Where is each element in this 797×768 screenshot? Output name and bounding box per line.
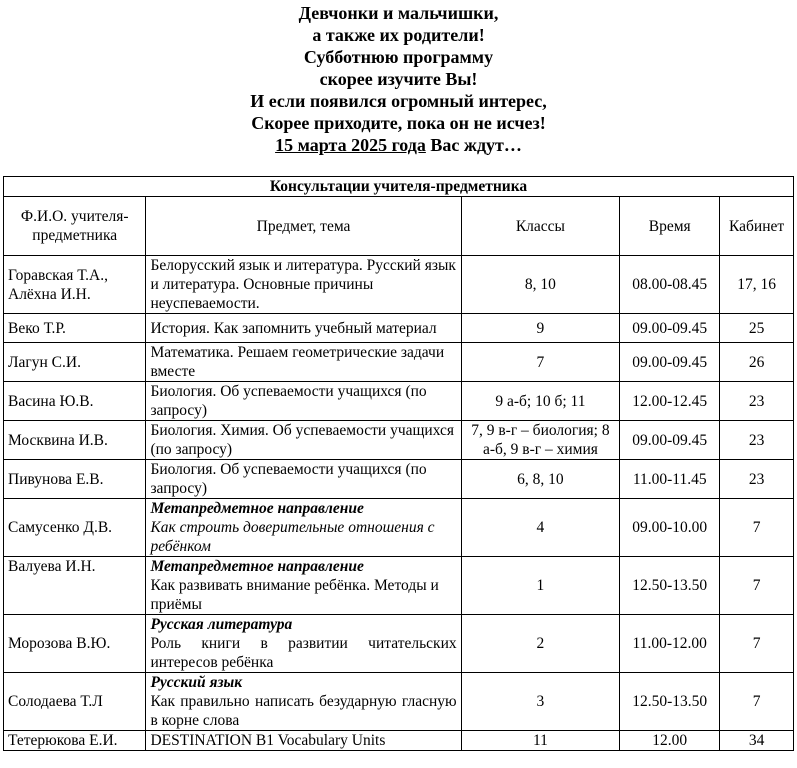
topic-text: DESTINATION B1 Vocabulary Units xyxy=(150,732,386,749)
subject-topic xyxy=(146,615,461,673)
direction-label: Метапредметное направление xyxy=(150,558,364,575)
subject-topic xyxy=(146,382,461,421)
subject-topic xyxy=(146,314,461,343)
time-cell: 11.00-12.00 xyxy=(620,615,720,673)
date-suffix: Вас ждут… xyxy=(425,135,522,155)
table-caption: Консультации учителя-предметника xyxy=(4,177,794,197)
teacher-name: Пивунова Е.В. xyxy=(4,460,146,499)
room-cell: 23 xyxy=(720,421,794,460)
topic-text: Роль книги в развитии читательских интересов ребёнка xyxy=(150,635,457,671)
direction-label: Русский язык xyxy=(150,674,243,691)
subject-topic xyxy=(146,460,461,499)
direction-label: Русская литература xyxy=(150,616,293,633)
room-cell: 7 xyxy=(720,615,794,673)
room-cell: 26 xyxy=(720,343,794,382)
subject-topic xyxy=(146,499,461,557)
time-cell: 12.50-13.50 xyxy=(620,673,720,731)
time-cell: 09.00-09.45 xyxy=(620,343,720,382)
teacher-name: Лагун С.И. xyxy=(4,343,146,382)
header-room: Кабинет xyxy=(720,197,794,256)
event-date: 15 марта 2025 года xyxy=(275,135,426,155)
topic-text: Биология. Об успеваемости учащихся (по запросу) xyxy=(150,461,427,497)
subject-topic xyxy=(146,731,461,751)
subject-topic xyxy=(146,673,461,731)
classes-cell: 1 xyxy=(461,557,620,615)
subject-topic xyxy=(146,421,461,460)
table-row xyxy=(4,460,794,499)
time-cell: 12.00 xyxy=(620,731,720,751)
classes-cell: 11 xyxy=(461,731,620,751)
table-row xyxy=(4,256,794,314)
poem-line: Субботнюю программу xyxy=(303,47,494,67)
room-cell: 34 xyxy=(720,731,794,751)
room-cell: 23 xyxy=(720,382,794,421)
time-cell: 09.00-10.00 xyxy=(620,499,720,557)
classes-cell: 7, 9 в-г – биология; 8 а-б, 9 в-г – химия xyxy=(461,421,620,460)
classes-cell: 2 xyxy=(461,615,620,673)
time-cell: 11.00-11.45 xyxy=(620,460,720,499)
subject-topic xyxy=(146,343,461,382)
topic-text: Как правильно написать безударную гласную в корне слова xyxy=(150,693,457,729)
teacher-name: Валуева И.Н. xyxy=(4,557,146,615)
room-cell: 25 xyxy=(720,314,794,343)
time-cell: 09.00-09.45 xyxy=(620,314,720,343)
consultations-table xyxy=(3,176,794,751)
table-row xyxy=(4,343,794,382)
topic-text: История. Как запомнить учебный материал xyxy=(150,319,437,337)
header-subject: Предмет, тема xyxy=(146,197,461,256)
teacher-name: Горавская Т.А., Алёхна И.Н. xyxy=(4,256,146,314)
room-cell: 7 xyxy=(720,557,794,615)
topic-text: Как развивать внимание ребёнка. Методы и приёмы xyxy=(150,577,439,613)
table-row xyxy=(4,314,794,343)
table-row xyxy=(4,615,794,673)
teacher-name: Тетерюкова Е.И. xyxy=(4,731,146,751)
classes-cell: 4 xyxy=(461,499,620,557)
classes-cell: 9 а-б; 10 б; 11 xyxy=(461,382,620,421)
topic-text: Биология. Химия. Об успеваемости учащихся (по запросу) xyxy=(150,422,455,458)
classes-cell: 9 xyxy=(461,314,620,343)
room-cell: 7 xyxy=(720,673,794,731)
topic-text: Как строить доверительные отношения с ребёнком xyxy=(150,519,435,555)
table-row xyxy=(4,421,794,460)
poem-line: Девчонки и мальчишки, xyxy=(298,3,499,23)
header-name: Ф.И.О. учителя-предметника xyxy=(4,197,146,256)
poem-line: И если появился огромный интерес, xyxy=(250,91,547,111)
teacher-name: Москвина И.В. xyxy=(4,421,146,460)
classes-cell: 3 xyxy=(461,673,620,731)
teacher-name: Самусенко Д.В. xyxy=(4,499,146,557)
classes-cell: 6, 8, 10 xyxy=(461,460,620,499)
table-row xyxy=(4,499,794,557)
classes-cell: 8, 10 xyxy=(461,256,620,314)
header-time: Время xyxy=(620,197,720,256)
poem-date-line xyxy=(0,134,797,156)
subject-topic xyxy=(146,256,461,314)
table-row xyxy=(4,557,794,615)
topic-text: Белорусский язык и литература. Русский язык и литература. Основные причины неуспеваемости. xyxy=(150,257,456,312)
room-cell: 23 xyxy=(720,460,794,499)
room-cell: 17, 16 xyxy=(720,256,794,314)
topic-text: Биология. Об успеваемости учащихся (по запросу) xyxy=(150,383,427,419)
subject-topic xyxy=(146,557,461,615)
time-cell: 12.50-13.50 xyxy=(620,557,720,615)
teacher-name: Солодаева Т.Л xyxy=(4,673,146,731)
poem-line: Скорее приходите, пока он не исчез! xyxy=(251,113,546,133)
table-row xyxy=(4,382,794,421)
teacher-name: Морозова В.Ю. xyxy=(4,615,146,673)
room-cell: 7 xyxy=(720,499,794,557)
classes-cell: 7 xyxy=(461,343,620,382)
table-header-row xyxy=(4,197,794,256)
direction-label: Метапредметное направление xyxy=(150,500,364,517)
time-cell: 08.00-08.45 xyxy=(620,256,720,314)
teacher-name: Веко Т.Р. xyxy=(4,314,146,343)
header-classes: Классы xyxy=(461,197,620,256)
invitation-poem xyxy=(0,0,797,156)
table-row xyxy=(4,673,794,731)
teacher-name: Васина Ю.В. xyxy=(4,382,146,421)
poem-line: скорее изучите Вы! xyxy=(319,69,478,89)
topic-text: Математика. Решаем геометрические задачи вместе xyxy=(150,344,445,380)
table-row xyxy=(4,731,794,751)
time-cell: 12.00-12.45 xyxy=(620,382,720,421)
poem-line: а также их родители! xyxy=(312,25,485,45)
time-cell: 09.00-09.45 xyxy=(620,421,720,460)
